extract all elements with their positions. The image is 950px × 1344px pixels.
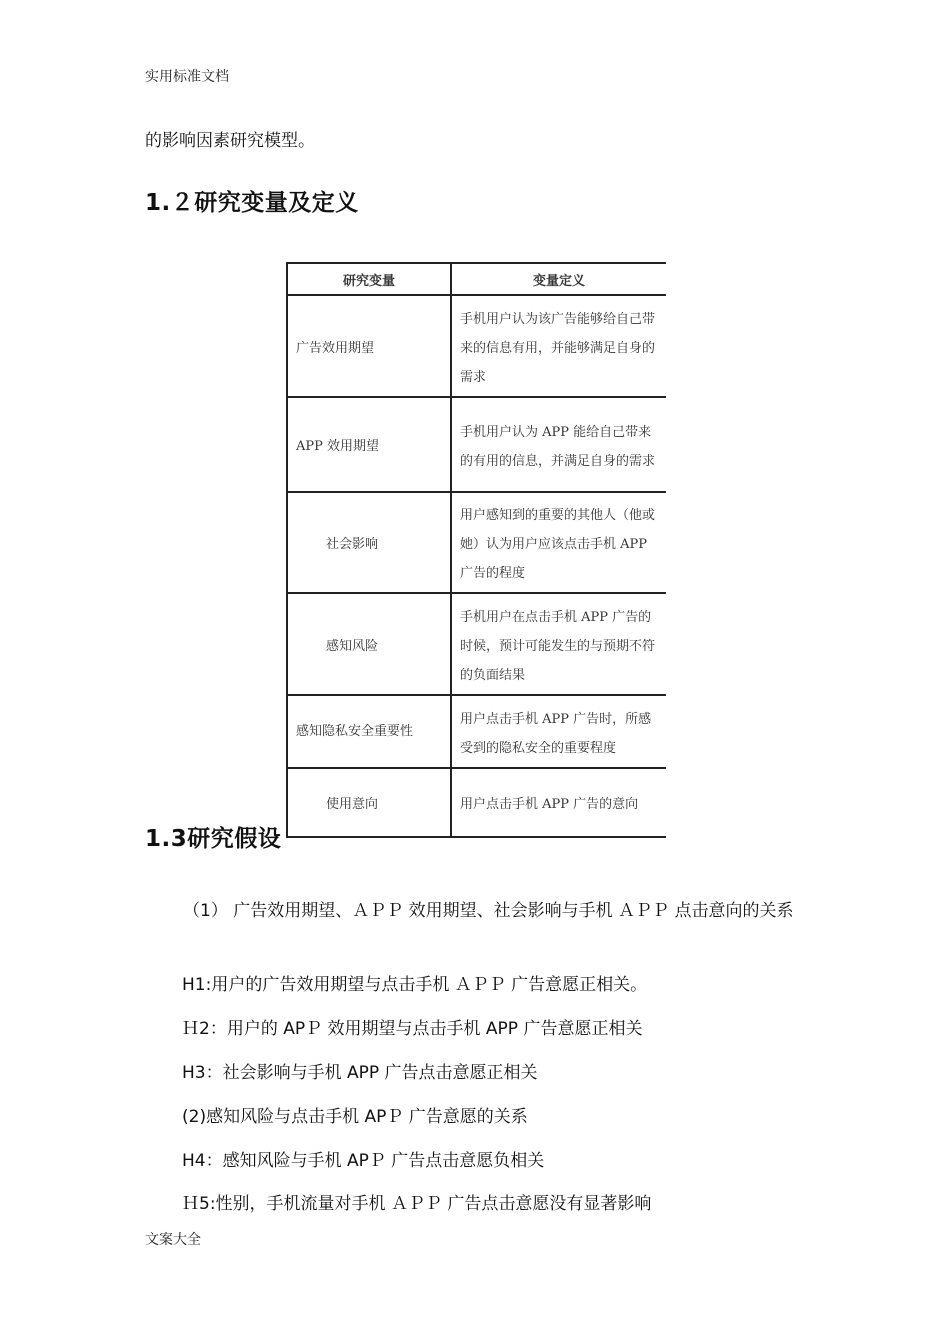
table-row [287,695,666,768]
variable-definition: 用户点击手机 APP 广告时，所感受到的隐私安全的重要程度 [451,695,666,768]
group-number: （1） [183,901,228,921]
page-footer: 文案大全 [145,1232,201,1248]
table-header-row [287,263,666,295]
variable-definition: 手机用户认为 APP 能给自己带来的有用的信息，并满足自身的需求 [451,397,666,492]
variable-name: 使用意向 [287,768,451,837]
section-heading-1-2: 1.２研究变量及定义 [145,190,359,216]
variable-name: APP 效用期望 [287,397,451,492]
variable-name: 感知风险 [287,593,451,695]
hypothesis-h3: H3：社会影响与手机 APP 广告点击意愿正相关 [182,1063,538,1083]
variables-table [286,262,666,838]
hypothesis-group-intro [145,897,815,926]
table-row [287,295,666,397]
hypothesis-h2: Ｈ2：用户的 APＰ 效用期望与点击手机 APP 广告意愿正相关 [182,1019,643,1039]
table-row [287,593,666,695]
group-text: 广告效用期望、ＡＰＰ 效用期望、社会影响与手机 ＡＰＰ 点击意向的关系 [233,901,794,921]
hypothesis-h5: Ｈ5:性别，手机流量对手机 ＡＰＰ 广告点击意愿没有显著影响 [182,1194,652,1214]
section-heading-1-3: 1.3研究假设 [145,826,282,852]
table-row [287,768,666,837]
variable-definition: 用户感知到的重要的其他人（他或她）认为用户应该点击手机 APP 广告的程度 [451,492,666,593]
continuation-paragraph: 的影响因素研究模型。 [145,131,315,151]
variable-name: 感知隐私安全重要性 [287,695,451,768]
table-row [287,397,666,492]
column-header-variable: 研究变量 [287,263,451,295]
hypothesis-group-2: (2)感知风险与点击手机 APＰ 广告意愿的关系 [182,1107,528,1127]
variable-name: 社会影响 [287,492,451,593]
variable-definition: 用户点击手机 APP 广告的意向 [451,768,666,837]
table-row [287,492,666,593]
variable-name: 广告效用期望 [287,295,451,397]
hypothesis-h1: H1:用户的广告效用期望与点击手机 ＡＰＰ 广告意愿正相关。 [182,975,648,995]
hypothesis-h4: H4：感知风险与手机 APＰ 广告点击意愿负相关 [182,1151,545,1171]
variable-definition: 手机用户认为该广告能够给自己带来的信息有用，并能够满足自身的需求 [451,295,666,397]
column-header-definition: 变量定义 [451,263,666,295]
page-header: 实用标准文档 [145,69,229,85]
variable-definition: 手机用户在点击手机 APP 广告的时候，预计可能发生的与预期不符的负面结果 [451,593,666,695]
